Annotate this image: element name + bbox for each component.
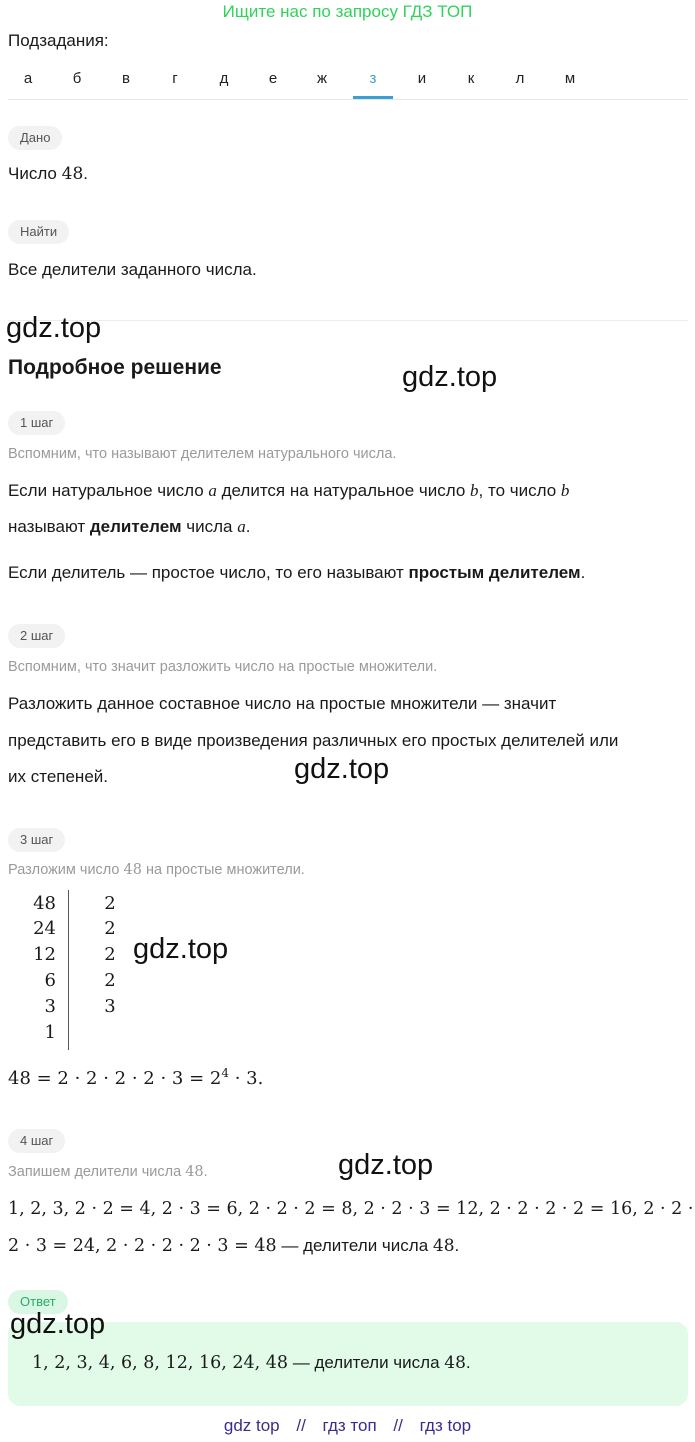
footer-separator: // bbox=[296, 1416, 306, 1435]
factor-prime: 2 bbox=[104, 893, 116, 914]
factor-quotient: 3 bbox=[44, 996, 56, 1017]
find-label: Найти bbox=[8, 220, 69, 244]
watermark: gdz.top bbox=[10, 1308, 106, 1340]
watermark: gdz.top bbox=[6, 312, 102, 344]
tab-m[interactable]: м bbox=[564, 70, 576, 87]
factor-quotient: 24 bbox=[33, 918, 56, 939]
active-tab-indicator bbox=[353, 96, 393, 99]
step4-hint: Запишем делители числа 48. bbox=[8, 1164, 208, 1180]
step4-label: 4 шаг bbox=[8, 1129, 65, 1153]
subtask-tabs bbox=[8, 66, 688, 100]
tab-v[interactable]: в bbox=[122, 70, 130, 87]
answer-text: 1, 2, 3, 4, 6, 8, 12, 16, 24, 48 — делители числа 48. bbox=[32, 1353, 471, 1373]
step4-line2: 2 · 3 = 24, 2 · 2 · 2 · 2 · 3 = 48 — делители числа 48. bbox=[8, 1236, 460, 1256]
factor-prime: 2 bbox=[104, 944, 116, 965]
footer-separator: // bbox=[393, 1416, 403, 1435]
tab-a[interactable]: а bbox=[23, 70, 33, 87]
step3-hint: Разложим число 48 на простые множители. bbox=[8, 862, 305, 878]
step2-label: 2 шаг bbox=[8, 624, 65, 648]
step1-label: 1 шаг bbox=[8, 411, 65, 435]
step1-hint: Вспомним, что называют делителем натурального числа. bbox=[8, 446, 397, 462]
tab-g[interactable]: г bbox=[172, 70, 178, 87]
tab-zh[interactable]: ж bbox=[316, 70, 328, 87]
promo-banner: Ищите нас по запросу ГДЗ ТОП bbox=[222, 2, 473, 21]
factor-prime: 2 bbox=[104, 970, 116, 991]
solution-title: Подробное решение bbox=[8, 356, 222, 379]
step2-hint: Вспомним, что значит разложить число на простые множители. bbox=[8, 659, 438, 675]
watermark: gdz.top bbox=[402, 361, 498, 393]
factor-quotient: 6 bbox=[44, 970, 56, 991]
step3-label: 3 шаг bbox=[8, 828, 65, 852]
step1-line2: называют делителем числа a. bbox=[8, 517, 251, 536]
tab-b[interactable]: б bbox=[72, 70, 82, 87]
step1-line3: Если делитель — простое число, то его называют простым делителем. bbox=[8, 563, 586, 582]
factor-quotient: 1 bbox=[44, 1022, 56, 1043]
given-label: Дано bbox=[8, 126, 62, 150]
footer-link-gdz-top-ru[interactable]: гдз топ bbox=[322, 1416, 377, 1435]
factor-quotient: 12 bbox=[33, 944, 56, 965]
tab-l[interactable]: л bbox=[515, 70, 525, 87]
factor-prime: 2 bbox=[104, 918, 116, 939]
step1-line1: Если натуральное число a делится на натуральное число b, то число b bbox=[8, 481, 570, 500]
footer-link-gdz-top[interactable]: gdz top bbox=[223, 1416, 280, 1435]
factor-quotient: 48 bbox=[33, 893, 56, 914]
subtasks-title: Подзадания: bbox=[8, 31, 109, 50]
factor-prime: 3 bbox=[104, 996, 116, 1017]
watermark: gdz.top bbox=[133, 933, 229, 965]
tab-d[interactable]: д bbox=[219, 70, 229, 87]
given-text: Число 48. bbox=[8, 164, 88, 184]
tab-z[interactable]: з bbox=[369, 70, 377, 87]
step2-line1: Разложить данное составное число на простые множители — значит bbox=[8, 694, 557, 713]
step2-line2: представить его в виде произведения различных его простых делителей или bbox=[8, 731, 619, 750]
watermark: gdz.top bbox=[338, 1149, 434, 1181]
step2-line3: их степеней. bbox=[8, 767, 108, 786]
tab-k[interactable]: к bbox=[467, 70, 475, 87]
section-divider bbox=[8, 320, 688, 321]
tab-e[interactable]: е bbox=[268, 70, 278, 87]
footer-links bbox=[0, 1416, 695, 1436]
tab-i[interactable]: и bbox=[417, 70, 427, 87]
factorization-result: $48 = 2 \cdot 2 \cdot 2 \cdot 2 \cdot 3 = 2^4 \cdot 3$. bbox=[8, 1066, 264, 1089]
answer-label: Ответ bbox=[8, 1290, 68, 1314]
footer-link-gdz-top-mixed[interactable]: гдз top bbox=[419, 1416, 472, 1435]
step4-line1: 1, 2, 3, 2 · 2 = 4, 2 · 3 = 6, 2 · 2 · 2 = 8, 2 · 2 · 3 = 12, 2 · 2 · 2 · 2 = 16, 2 · 2 · bbox=[8, 1199, 694, 1219]
find-text: Все делители заданного числа. bbox=[8, 260, 257, 279]
watermark: gdz.top bbox=[294, 753, 390, 785]
factorization-divider bbox=[68, 890, 69, 1050]
